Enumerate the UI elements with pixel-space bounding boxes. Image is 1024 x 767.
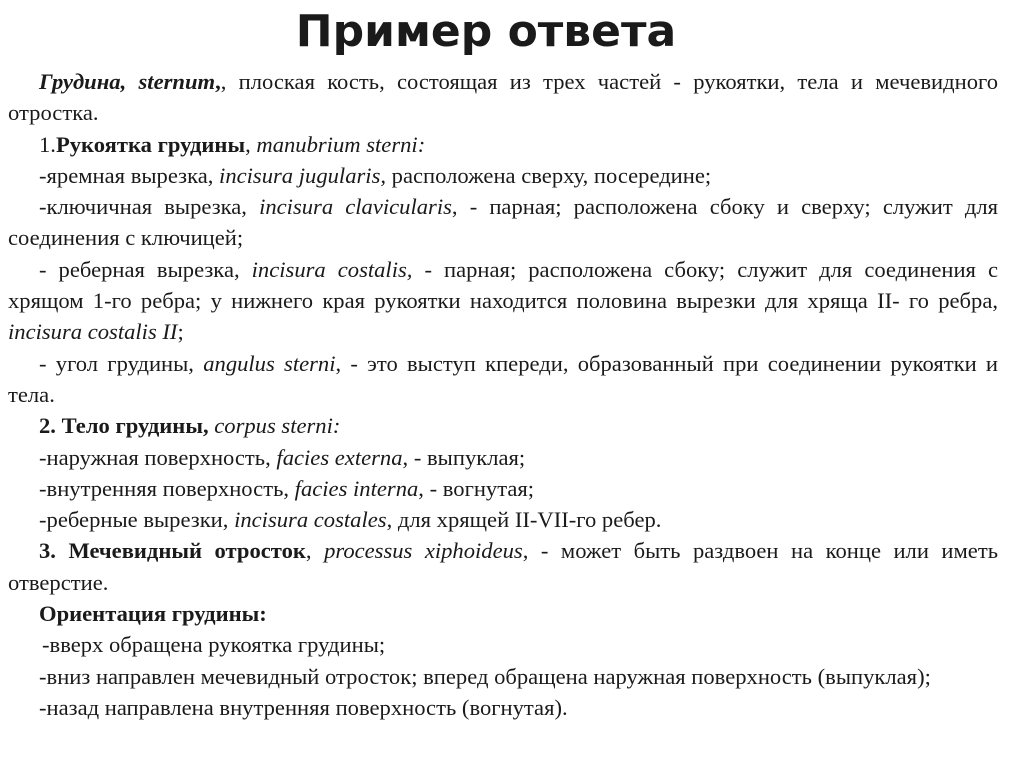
item-latin: facies externa [276, 444, 403, 470]
item-latin: incisura clavicularis [259, 194, 452, 220]
body-heading [8, 410, 998, 441]
orientation-item-back: -назад направлена внутренняя поверхность (вогнутая). [39, 694, 568, 720]
xiphoid-text: , - может быть раздвоен на конце или иметь отверстие. [8, 538, 999, 595]
item-latin: incisura costalis, [251, 256, 413, 282]
body-heading-ru: 2. Тело грудины, [39, 413, 209, 439]
item-text: , - парная; расположена сбоку и сверху; служит для соединения с ключицей; [8, 194, 998, 251]
orientation-item-down: -вниз направлен мечевидный отросток; вперед обращена наружная поверхность (выпуклая); [39, 663, 931, 689]
xiphoid-paragraph [8, 535, 998, 598]
item-text: -реберные вырезки, [39, 507, 235, 533]
manubrium-heading-ru: Рукоятка грудины [55, 131, 246, 157]
item-text: , для хрящей II-VII-го ребер. [386, 507, 662, 533]
xiphoid-sep: , [305, 538, 325, 564]
intro-paragraph [8, 66, 998, 129]
item-text: - угол грудины, [39, 350, 204, 376]
item-text: -яремная вырезка, [39, 162, 220, 188]
manubrium-heading-sep: , [245, 131, 257, 157]
orientation-heading-text: Ориентация грудины: [39, 601, 267, 627]
item-text: -внутренняя поверхность, [39, 475, 295, 501]
orientation-item-up: -вверх обращена рукоятка грудины; [42, 632, 386, 658]
body-item-external [8, 442, 998, 473]
manubrium-item-clavicular [8, 191, 998, 254]
term-ru: Грудина, [39, 69, 127, 94]
term-lat: sternum [138, 69, 216, 94]
xiphoid-latin: processus xiphoideus [324, 538, 523, 564]
item-text: -ключичная вырезка, [39, 194, 260, 220]
orientation-heading [8, 598, 998, 629]
item-text: - реберная вырезка, [39, 256, 252, 282]
item-latin: facies interna [294, 475, 419, 501]
manubrium-item-jugular [8, 160, 998, 191]
item-latin: incisura jugularis, [219, 162, 387, 188]
slide-title: Пример ответа [295, 6, 677, 57]
item-latin: incisura costales [234, 507, 387, 533]
item-text: расположена сверху, посередине; [386, 162, 712, 188]
item-text: -наружная поверхность, [39, 444, 277, 470]
body-item-costal [8, 504, 998, 535]
item-latin: angulus sterni [203, 350, 336, 376]
manubrium-heading [8, 129, 998, 160]
item-latin: incisura costalis II [8, 319, 178, 345]
manubrium-item-costal [8, 254, 998, 348]
intro-comma: , [215, 69, 221, 94]
manubrium-item-angle [8, 348, 998, 411]
item-text: , - это выступ кпереди, образованный при соединении рукоятки и тела. [8, 350, 999, 407]
slide-body [8, 66, 998, 723]
intro-text: , плоская кость, состоящая из трех частей - рукоятки, тела и мечевидного отростка. [8, 69, 998, 126]
item-text: - парная; расположена сбоку; служит для соединения с хрящом 1-го ребра; у нижнего края рукоятки находится половина вырезки для хряща II- го ребра, [8, 256, 998, 314]
manubrium-num: 1. [39, 131, 56, 157]
item-text: , - выпуклая; [402, 444, 526, 470]
xiphoid-heading: 3. Мечевидный отросток [39, 538, 306, 564]
item-text: ; [177, 319, 184, 345]
manubrium-heading-lat: manubrium sterni: [256, 131, 426, 157]
body-heading-lat: corpus sterni: [214, 413, 341, 439]
body-item-internal [8, 473, 998, 504]
item-text: , - вогнутая; [418, 475, 535, 501]
